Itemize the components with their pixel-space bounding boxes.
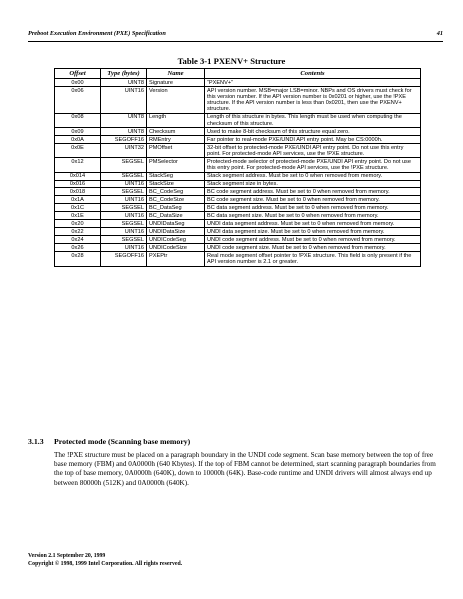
- table-row: [55, 196, 421, 204]
- cell-contents: Length of this structure in bytes. This length must be used when computing the checksum of this structure.: [205, 113, 421, 127]
- cell-name: StackSize: [147, 180, 205, 188]
- cell-type: SEGSEL: [101, 220, 147, 228]
- cell-contents: 32-bit offset to protected-mode PXE/UNDI API entry point. Do not use this entry point. For protected-mode API services, use the !PXE structure.: [205, 144, 421, 158]
- cell-type: UINT16: [101, 196, 147, 204]
- cell-offset: 0x08: [55, 113, 101, 127]
- cell-type: SEGSEL: [101, 172, 147, 180]
- section-heading: [28, 437, 190, 446]
- cell-offset: 0x09: [55, 128, 101, 136]
- cell-type: UINT16: [101, 180, 147, 188]
- cell-offset: 0x014: [55, 172, 101, 180]
- cell-contents: Stack segment size in bytes.: [205, 180, 421, 188]
- cell-offset: 0x26: [55, 244, 101, 252]
- cell-contents: UNDI code segment address. Must be set to 0 when removed from memory.: [205, 236, 421, 244]
- cell-contents: BC data segment address. Must be set to 0 when removed from memory.: [205, 204, 421, 212]
- cell-offset: 0x28: [55, 252, 101, 266]
- column-header-contents: Contents: [205, 69, 421, 79]
- cell-type: UINT16: [101, 87, 147, 114]
- table-row: [55, 220, 421, 228]
- cell-name: UNDIDataSize: [147, 228, 205, 236]
- cell-name: PMOffset: [147, 144, 205, 158]
- cell-name: Signature: [147, 79, 205, 87]
- cell-offset: 0x0A: [55, 136, 101, 144]
- cell-type: SEGOFF16: [101, 136, 147, 144]
- page-footer: [28, 552, 182, 568]
- cell-name: RMEntry: [147, 136, 205, 144]
- cell-offset: 0x24: [55, 236, 101, 244]
- cell-offset: 0x20: [55, 220, 101, 228]
- cell-offset: 0x1A: [55, 196, 101, 204]
- table-row: [55, 180, 421, 188]
- cell-contents: Real mode segment offset pointer to !PXE structure. This field is only present if the API version number is 2.1 or greater.: [205, 252, 421, 266]
- cell-offset: 0x016: [55, 180, 101, 188]
- cell-name: UNDICodeSeg: [147, 236, 205, 244]
- cell-name: UNDICodeSize: [147, 244, 205, 252]
- page-header: [28, 30, 443, 42]
- cell-type: UINT32: [101, 144, 147, 158]
- cell-name: BC_DataSize: [147, 212, 205, 220]
- column-header-offset: Offset: [55, 69, 101, 79]
- cell-contents: Stack segment address. Must be set to 0 when removed from memory.: [205, 172, 421, 180]
- table-row: [55, 79, 421, 87]
- cell-name: BC_CodeSize: [147, 196, 205, 204]
- body-paragraph: The !PXE structure must be placed on a paragraph boundary in the UNDI code segment. Scan base memory between the top of free base memory (FBM) and 0A0000h (640 Kbytes). If the top of FBM cannot be determined, start scanning paragraph boundaries from the top of base memory, 0A0000h (640K), down to 10000h (64K). Base-code runtime and UNDI drivers will almost always end up between 80000h (512K) and 0A0000h (640K).: [54, 451, 436, 487]
- column-header-name: Name: [147, 69, 205, 79]
- cell-contents: Far pointer to real-mode PXE/UNDI API entry point. May be CS:0000h.: [205, 136, 421, 144]
- cell-name: Checksum: [147, 128, 205, 136]
- table-row: [55, 236, 421, 244]
- table-row: [55, 128, 421, 136]
- cell-name: BC_DataSeg: [147, 204, 205, 212]
- cell-contents: “PXENV+”: [205, 79, 421, 87]
- table-row: [55, 113, 421, 127]
- cell-name: Length: [147, 113, 205, 127]
- cell-type: SEGOFF16: [101, 252, 147, 266]
- cell-contents: BC code segment address. Must be set to 0 when removed from memory.: [205, 188, 421, 196]
- table-row: [55, 204, 421, 212]
- cell-name: UNDIDataSeg: [147, 220, 205, 228]
- cell-contents: Used to make 8-bit checksum of this structure equal zero.: [205, 128, 421, 136]
- cell-contents: UNDI code segment size. Must be set to 0 when removed from memory.: [205, 244, 421, 252]
- cell-contents: Protected-mode selector of protected-mode PXE/UNDI API entry point. Do not use this entry point. For protected-mode API services, use the !PXE structure.: [205, 158, 421, 172]
- cell-type: SEGSEL: [101, 236, 147, 244]
- cell-offset: 0x12: [55, 158, 101, 172]
- footer-copyright: Copyright © 1998, 1999 Intel Corporation. All rights reserved.: [28, 561, 183, 567]
- cell-name: PXEPtr: [147, 252, 205, 266]
- cell-type: UINT8: [101, 128, 147, 136]
- cell-name: PMSelector: [147, 158, 205, 172]
- document-title: Preboot Execution Environment (PXE) Specification: [28, 30, 166, 37]
- cell-name: StackSeg: [147, 172, 205, 180]
- table-row: [55, 136, 421, 144]
- cell-contents: UNDI data segment address. Must be set to 0 when removed from memory.: [205, 220, 421, 228]
- cell-offset: 0x1C: [55, 204, 101, 212]
- cell-type: SEGSEL: [101, 204, 147, 212]
- cell-type: UINT16: [101, 228, 147, 236]
- section-number: 3.1.3: [28, 437, 44, 446]
- cell-offset: 0x06: [55, 87, 101, 114]
- table-caption: Table 3-1 PXENV+ Structure: [177, 56, 286, 66]
- table-row: [55, 144, 421, 158]
- table-row: [55, 172, 421, 180]
- table-body: [55, 79, 421, 266]
- cell-type: UINT16: [101, 244, 147, 252]
- cell-offset: 0x00: [55, 79, 101, 87]
- cell-name: BC_CodeSeg: [147, 188, 205, 196]
- cell-offset: 0x1E: [55, 212, 101, 220]
- page-number: 41: [436, 30, 443, 37]
- table-row: [55, 158, 421, 172]
- cell-type: UINT8: [101, 79, 147, 87]
- footer-version: Version 2.1 September 20, 1999: [28, 553, 106, 559]
- cell-type: UINT8: [101, 113, 147, 127]
- table-row: [55, 244, 421, 252]
- cell-contents: BC code segment size. Must be set to 0 when removed from memory.: [205, 196, 421, 204]
- table-row: [55, 188, 421, 196]
- cell-type: UINT16: [101, 212, 147, 220]
- cell-type: SEGSEL: [101, 158, 147, 172]
- cell-contents: UNDI data segment size. Must be set to 0 when removed from memory.: [205, 228, 421, 236]
- cell-contents: API version number. MSB=major LSB=minor. NBPs and OS drivers must check for this version number. If the API version number is 0x0201 or higher, use the !PXE structure. If the API version number is less than 0x0201, then use the PXENV+ structure.: [205, 87, 421, 114]
- table-row: [55, 212, 421, 220]
- cell-offset: 0x0E: [55, 144, 101, 158]
- cell-type: SEGSEL: [101, 188, 147, 196]
- table-row: [55, 87, 421, 114]
- column-header-type: Type (bytes): [101, 69, 147, 79]
- cell-offset: 0x22: [55, 228, 101, 236]
- table-header-row: [55, 69, 421, 79]
- cell-contents: BC data segment size. Must be set to 0 when removed from memory.: [205, 212, 421, 220]
- pxenv-structure-table: [54, 68, 421, 267]
- cell-offset: 0x018: [55, 188, 101, 196]
- table-row: [55, 252, 421, 266]
- table-row: [55, 228, 421, 236]
- cell-name: Version: [147, 87, 205, 114]
- section-title: Protected mode (Scanning base memory): [54, 437, 191, 446]
